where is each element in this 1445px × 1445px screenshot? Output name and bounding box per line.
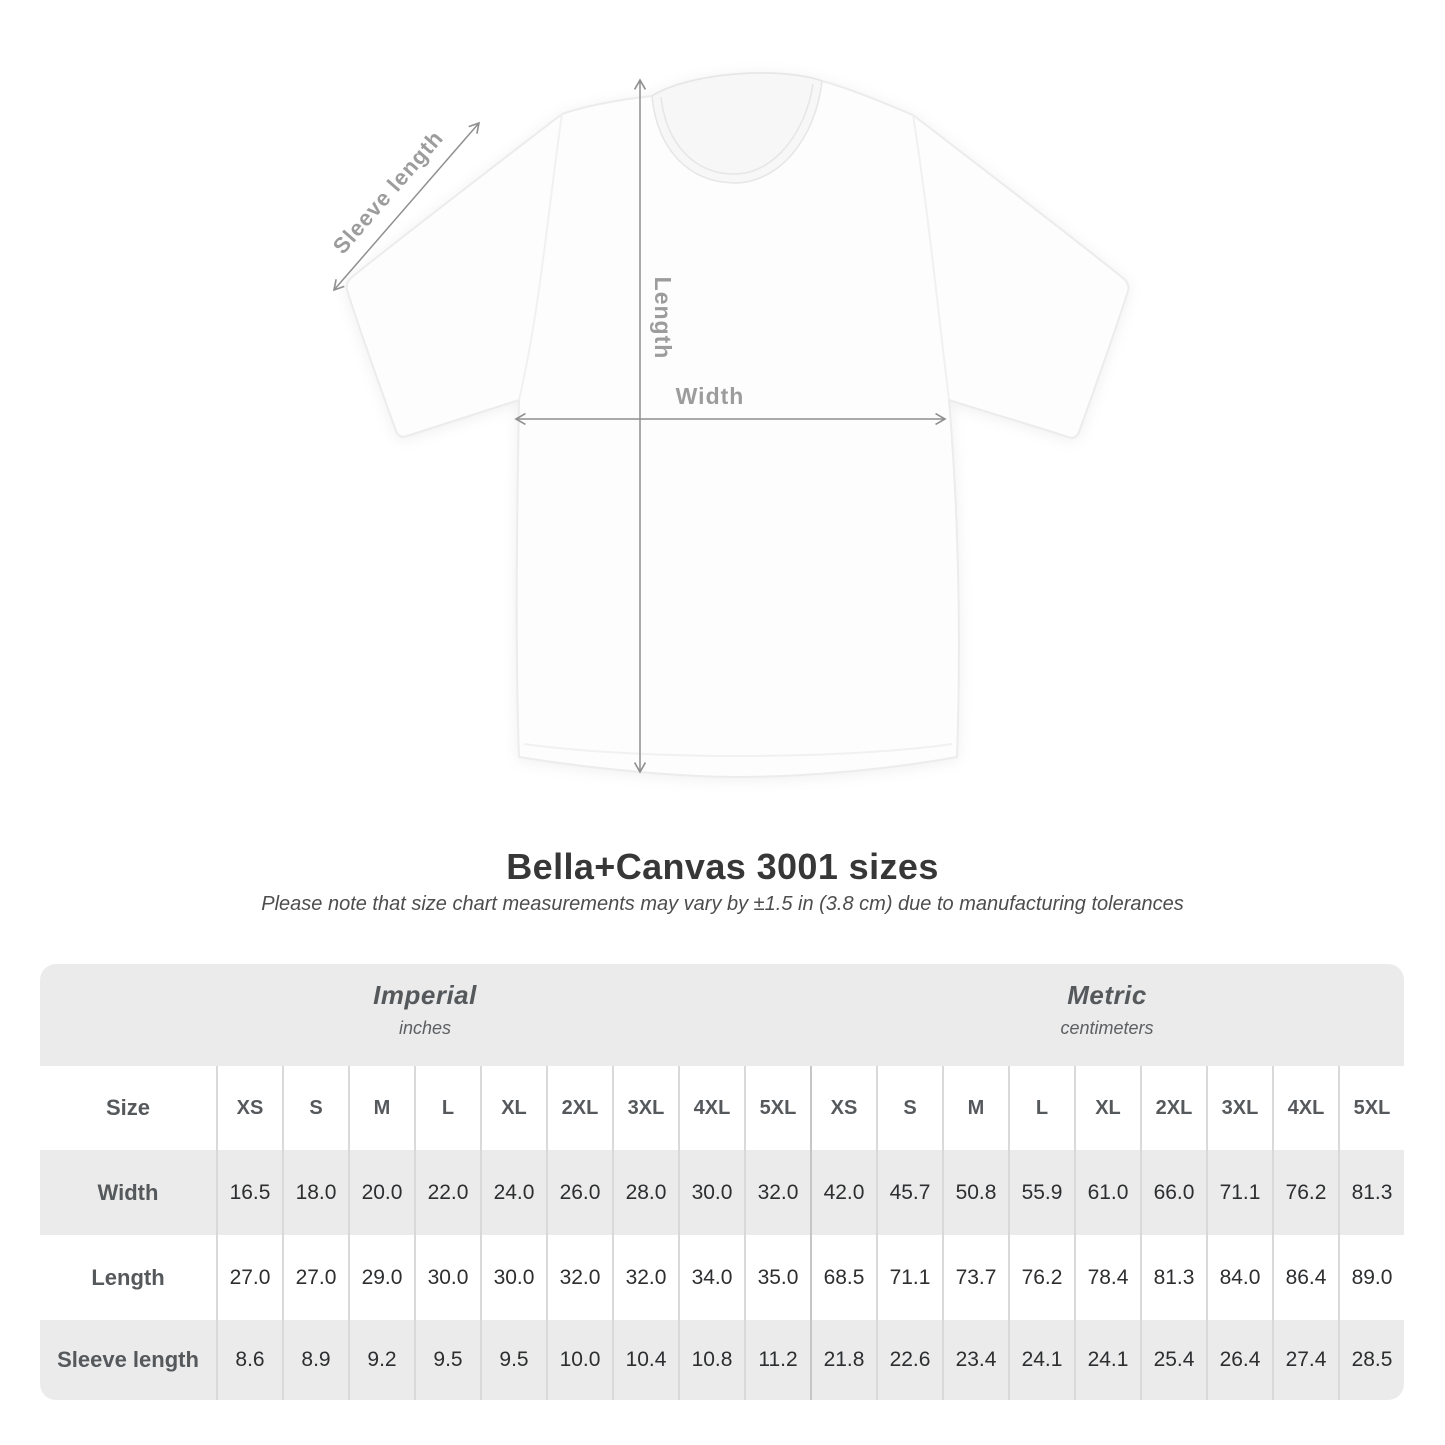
cell-sleeve-length-metric-xs: 21.8 <box>810 1320 876 1400</box>
cell-width-imperial-3xl: 28.0 <box>612 1150 678 1235</box>
width-label: Width <box>675 383 745 409</box>
cell-width-metric-4xl: 76.2 <box>1272 1150 1338 1235</box>
size-col-header-metric-xl: XL <box>1074 1066 1140 1150</box>
cell-sleeve-length-metric-m: 23.4 <box>942 1320 1008 1400</box>
size-header-row <box>40 1066 1404 1150</box>
cell-sleeve-length-metric-2xl: 25.4 <box>1140 1320 1206 1400</box>
cell-sleeve-length-imperial-m: 9.2 <box>348 1320 414 1400</box>
unit-header-row <box>40 964 1404 1066</box>
cell-length-metric-4xl: 86.4 <box>1272 1235 1338 1320</box>
cell-width-metric-5xl: 81.3 <box>1338 1150 1404 1235</box>
cell-length-imperial-xs: 27.0 <box>216 1235 282 1320</box>
size-table <box>40 964 1404 1400</box>
cell-sleeve-length-imperial-3xl: 10.4 <box>612 1320 678 1400</box>
cell-width-metric-s: 45.7 <box>876 1150 942 1235</box>
cell-sleeve-length-imperial-4xl: 10.8 <box>678 1320 744 1400</box>
size-col-header-metric-l: L <box>1008 1066 1074 1150</box>
table-row-length <box>40 1235 1404 1320</box>
cell-width-metric-xs: 42.0 <box>810 1150 876 1235</box>
cell-width-metric-m: 50.8 <box>942 1150 1008 1235</box>
cell-length-imperial-l: 30.0 <box>414 1235 480 1320</box>
unit-metric-unit: centimeters <box>1060 1017 1154 1038</box>
cell-length-metric-2xl: 81.3 <box>1140 1235 1206 1320</box>
unit-header-imperial <box>40 964 810 1066</box>
cell-width-metric-l: 55.9 <box>1008 1150 1074 1235</box>
size-col-header-imperial-3xl: 3XL <box>612 1066 678 1150</box>
page-title: Bella+Canvas 3001 sizes <box>506 846 939 887</box>
size-col-header-metric-5xl: 5XL <box>1338 1066 1404 1150</box>
cell-length-metric-3xl: 84.0 <box>1206 1235 1272 1320</box>
cell-sleeve-length-imperial-5xl: 11.2 <box>744 1320 810 1400</box>
cell-length-imperial-3xl: 32.0 <box>612 1235 678 1320</box>
unit-metric-name: Metric <box>1067 979 1147 1010</box>
cell-width-imperial-s: 18.0 <box>282 1150 348 1235</box>
cell-length-imperial-s: 27.0 <box>282 1235 348 1320</box>
cell-length-metric-m: 73.7 <box>942 1235 1008 1320</box>
cell-width-imperial-2xl: 26.0 <box>546 1150 612 1235</box>
cell-width-metric-3xl: 71.1 <box>1206 1150 1272 1235</box>
cell-width-imperial-4xl: 30.0 <box>678 1150 744 1235</box>
table-row-sleeve-length <box>40 1320 1404 1400</box>
size-col-header-imperial-5xl: 5XL <box>744 1066 810 1150</box>
table-row-width <box>40 1150 1404 1235</box>
size-col-header-imperial-4xl: 4XL <box>678 1066 744 1150</box>
cell-sleeve-length-imperial-2xl: 10.0 <box>546 1320 612 1400</box>
cell-length-metric-s: 71.1 <box>876 1235 942 1320</box>
size-col-header-imperial-l: L <box>414 1066 480 1150</box>
cell-length-metric-5xl: 89.0 <box>1338 1235 1404 1320</box>
corner-size-label: Size <box>105 1095 151 1120</box>
cell-sleeve-length-imperial-xs: 8.6 <box>216 1320 282 1400</box>
cell-width-imperial-m: 20.0 <box>348 1150 414 1235</box>
cell-length-metric-xs: 68.5 <box>810 1235 876 1320</box>
row-label-sleeve-length: Sleeve length <box>57 1347 199 1372</box>
cell-width-imperial-xl: 24.0 <box>480 1150 546 1235</box>
size-col-header-imperial-xs: XS <box>216 1066 282 1150</box>
cell-length-imperial-5xl: 35.0 <box>744 1235 810 1320</box>
size-col-header-imperial-m: M <box>348 1066 414 1150</box>
page-subtitle: Please note that size chart measurements may vary by ±1.5 in (3.8 cm) due to manufacturing tolerances <box>261 893 1184 915</box>
cell-width-imperial-l: 22.0 <box>414 1150 480 1235</box>
cell-width-metric-2xl: 66.0 <box>1140 1150 1206 1235</box>
size-col-header-metric-2xl: 2XL <box>1140 1066 1206 1150</box>
size-col-header-imperial-xl: XL <box>480 1066 546 1150</box>
cell-sleeve-length-metric-s: 22.6 <box>876 1320 942 1400</box>
cell-sleeve-length-metric-3xl: 26.4 <box>1206 1320 1272 1400</box>
length-label: Length <box>650 276 676 360</box>
size-col-header-metric-s: S <box>876 1066 942 1150</box>
sleeve-length-label: Sleeve length <box>327 125 449 259</box>
row-label-width: Width <box>97 1179 159 1205</box>
cell-width-imperial-5xl: 32.0 <box>744 1150 810 1235</box>
tshirt-image <box>347 73 1129 777</box>
size-col-header-metric-3xl: 3XL <box>1206 1066 1272 1150</box>
row-label-length: Length <box>91 1264 165 1290</box>
cell-sleeve-length-metric-4xl: 27.4 <box>1272 1320 1338 1400</box>
cell-length-imperial-m: 29.0 <box>348 1235 414 1320</box>
cell-width-metric-xl: 61.0 <box>1074 1150 1140 1235</box>
size-col-header-imperial-s: S <box>282 1066 348 1150</box>
cell-length-metric-l: 76.2 <box>1008 1235 1074 1320</box>
unit-imperial-name: Imperial <box>373 979 477 1010</box>
cell-sleeve-length-imperial-s: 8.9 <box>282 1320 348 1400</box>
unit-header-metric <box>810 964 1404 1066</box>
size-col-header-metric-4xl: 4XL <box>1272 1066 1338 1150</box>
cell-length-imperial-4xl: 34.0 <box>678 1235 744 1320</box>
cell-length-metric-xl: 78.4 <box>1074 1235 1140 1320</box>
cell-sleeve-length-metric-l: 24.1 <box>1008 1320 1074 1400</box>
cell-length-imperial-xl: 30.0 <box>480 1235 546 1320</box>
cell-sleeve-length-imperial-l: 9.5 <box>414 1320 480 1400</box>
cell-sleeve-length-metric-5xl: 28.5 <box>1338 1320 1404 1400</box>
size-col-header-metric-xs: XS <box>810 1066 876 1150</box>
cell-length-imperial-2xl: 32.0 <box>546 1235 612 1320</box>
cell-sleeve-length-imperial-xl: 9.5 <box>480 1320 546 1400</box>
unit-imperial-unit: inches <box>398 1017 452 1038</box>
size-col-header-imperial-2xl: 2XL <box>546 1066 612 1150</box>
cell-sleeve-length-metric-xl: 24.1 <box>1074 1320 1140 1400</box>
cell-width-imperial-xs: 16.5 <box>216 1150 282 1235</box>
size-col-header-metric-m: M <box>942 1066 1008 1150</box>
